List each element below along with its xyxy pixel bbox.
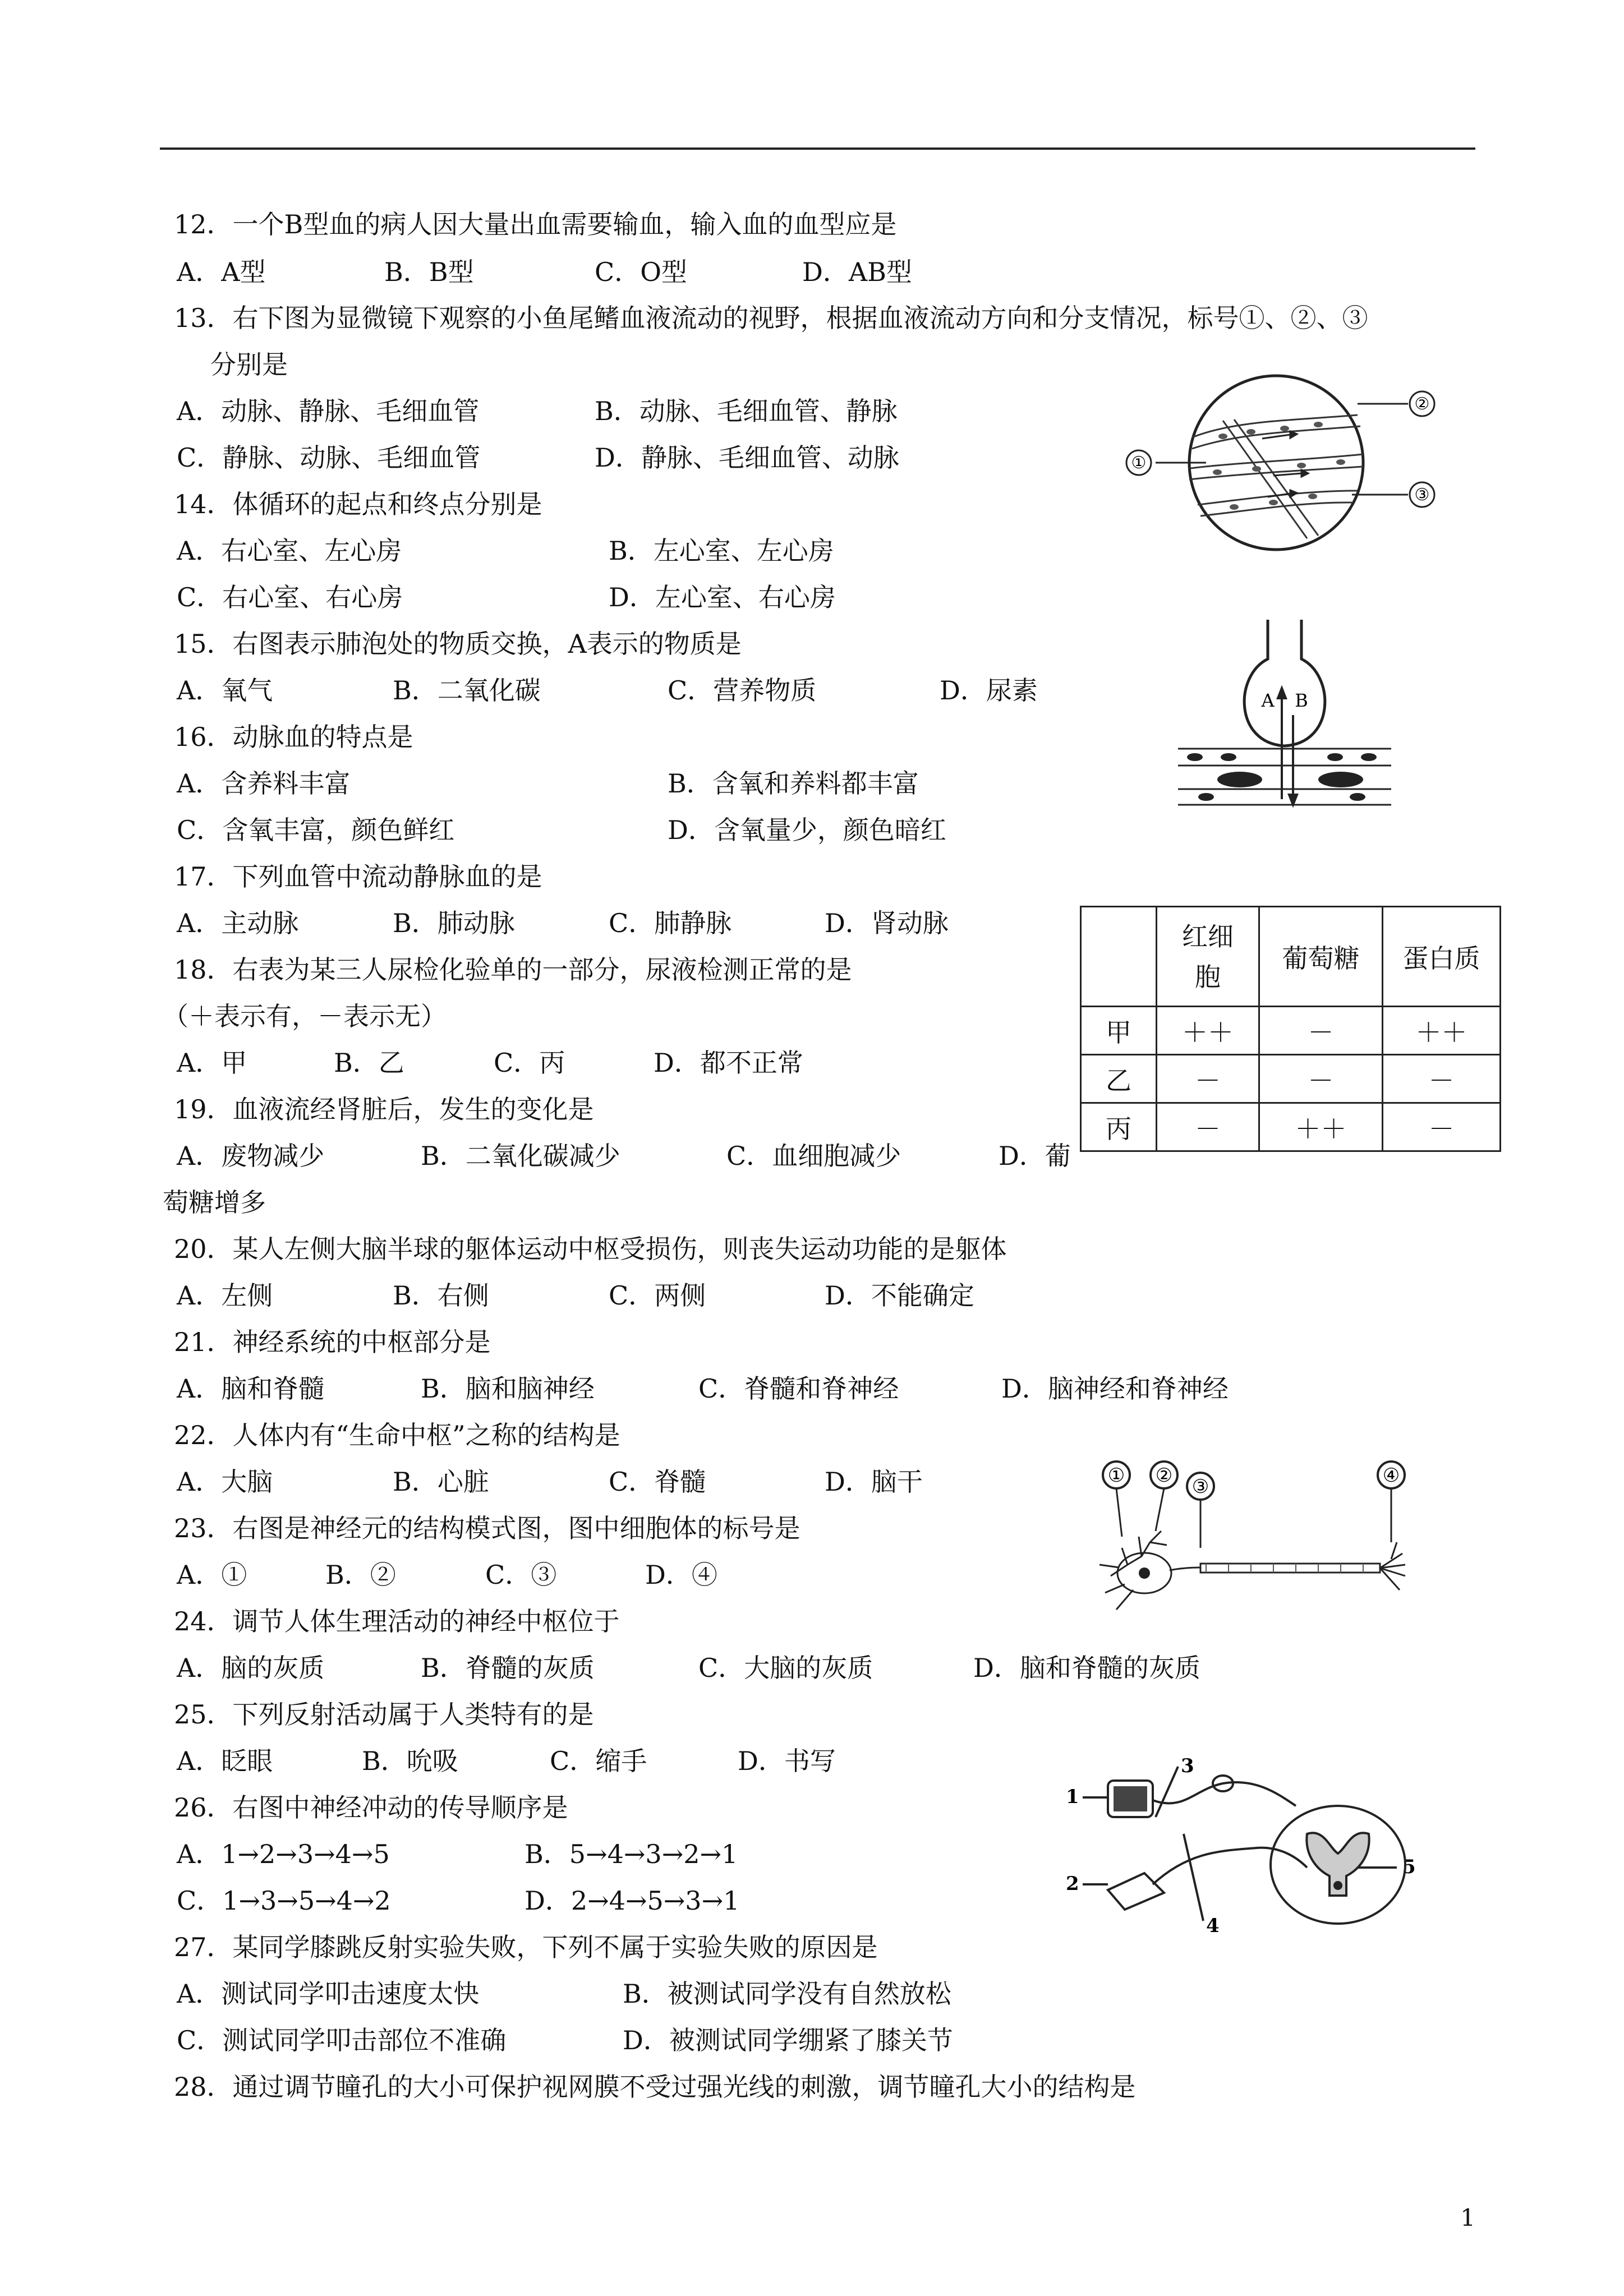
q26-option-d[interactable]: D．2→4→5→3→1 — [525, 1885, 740, 1916]
table-row — [1081, 1007, 1501, 1055]
cell: ＋＋ — [1259, 1103, 1383, 1151]
q24-stem: 24．调节人体生理活动的神经中枢位于 — [174, 1606, 620, 1636]
fish-tail-diagram — [1122, 370, 1470, 555]
q15-option-a[interactable]: A．氧气 — [177, 675, 273, 706]
q24-option-b[interactable]: B．脊髓的灰质 — [421, 1653, 595, 1683]
q12-option-d[interactable]: D．AB型 — [802, 257, 912, 287]
q25-option-a[interactable]: A．眨眼 — [177, 1746, 273, 1776]
cell: － — [1157, 1103, 1259, 1151]
q16-option-c[interactable]: C．含氧丰富，颜色鲜红 — [177, 815, 455, 845]
table-corner — [1081, 907, 1157, 1007]
q26-option-b[interactable]: B．5→4→3→2→1 — [525, 1839, 738, 1869]
q13-option-a[interactable]: A．动脉、静脉、毛细血管 — [177, 396, 480, 426]
q20-option-a[interactable]: A．左侧 — [177, 1280, 273, 1311]
reflex-label-4: 4 — [1206, 1915, 1220, 1937]
q13-option-d[interactable]: D．静脉、毛细血管、动脉 — [595, 442, 899, 473]
reflex-label-3: 3 — [1181, 1755, 1194, 1777]
q18-option-a[interactable]: A．甲 — [177, 1048, 247, 1078]
q27-stem: 27．某同学膝跳反射实验失败，下列不属于实验失败的原因是 — [174, 1932, 878, 1962]
q16-option-b[interactable]: B．含氧和养料都丰富 — [668, 768, 919, 799]
q27-option-d[interactable]: D．被测试同学绷紧了膝关节 — [623, 2025, 953, 2055]
fish-label-1: ① — [1131, 453, 1147, 473]
q19-option-a[interactable]: A．废物减少 — [177, 1141, 325, 1171]
q17-stem: 17．下列血管中流动静脉血的是 — [174, 861, 542, 892]
q24-option-c[interactable]: C．大脑的灰质 — [698, 1653, 873, 1683]
urine-test-table — [1080, 906, 1501, 1152]
neuron-label-2: ② — [1155, 1464, 1173, 1487]
q25-option-d[interactable]: D．书写 — [738, 1746, 836, 1776]
header-rule — [160, 147, 1475, 150]
q14-option-b[interactable]: B．左心室、左心房 — [609, 536, 834, 566]
q20-option-d[interactable]: D．不能确定 — [825, 1280, 974, 1311]
q20-option-b[interactable]: B．右侧 — [393, 1280, 489, 1311]
q12-option-b[interactable]: B．B型 — [384, 257, 474, 287]
q22-option-b[interactable]: B．心脏 — [393, 1467, 489, 1497]
row-name: 甲 — [1081, 1007, 1157, 1055]
reflex-label-5: 5 — [1402, 1856, 1416, 1878]
q14-option-d[interactable]: D．左心室、右心房 — [609, 582, 836, 612]
q26-option-a[interactable]: A．1→2→3→4→5 — [177, 1839, 390, 1869]
q14-option-a[interactable]: A．右心室、左心房 — [177, 536, 402, 566]
q27-option-b[interactable]: B．被测试同学没有自然放松 — [623, 1979, 951, 2009]
q20-stem: 20．某人左侧大脑半球的躯体运动中枢受损伤，则丧失运动功能的是躯体 — [174, 1234, 1007, 1264]
q21-option-b[interactable]: B．脑和脑神经 — [421, 1373, 595, 1404]
q21-option-a[interactable]: A．脑和脊髓 — [177, 1373, 325, 1404]
q17-option-d[interactable]: D．肾动脉 — [825, 908, 949, 938]
reflex-label-2: 2 — [1066, 1873, 1079, 1895]
q13-option-c[interactable]: C．静脉、动脉、毛细血管 — [177, 442, 481, 473]
table-row — [1081, 1055, 1501, 1103]
cell: ＋＋ — [1383, 1007, 1501, 1055]
q23-option-c[interactable]: C．③ — [485, 1560, 557, 1590]
neuron-label-1: ① — [1107, 1464, 1125, 1487]
q19-option-d[interactable]: D．葡 — [999, 1141, 1071, 1171]
cell: － — [1259, 1007, 1383, 1055]
cell: － — [1157, 1055, 1259, 1103]
q17-option-c[interactable]: C．肺静脉 — [609, 908, 732, 938]
row-name: 丙 — [1081, 1103, 1157, 1151]
q25-option-c[interactable]: C．缩手 — [550, 1746, 647, 1776]
q23-stem: 23．右图是神经元的结构模式图，图中细胞体的标号是 — [174, 1513, 801, 1543]
q28-stem: 28．通过调节瞳孔的大小可保护视网膜不受过强光线的刺激，调节瞳孔大小的结构是 — [174, 2072, 1136, 2102]
q27-option-c[interactable]: C．测试同学叩击部位不准确 — [177, 2025, 507, 2055]
cell: － — [1383, 1103, 1501, 1151]
q12-option-c[interactable]: C．O型 — [595, 257, 687, 287]
cell: － — [1383, 1055, 1501, 1103]
q17-option-b[interactable]: B．肺动脉 — [393, 908, 515, 938]
q12-option-a[interactable]: A．A型 — [177, 257, 266, 287]
q22-stem: 22．人体内有“生命中枢”之称的结构是 — [174, 1420, 620, 1450]
q21-stem: 21．神经系统的中枢部分是 — [174, 1327, 491, 1357]
table-header-rbc: 红细 胞 — [1157, 907, 1259, 1007]
q21-option-c[interactable]: C．脊髓和脊神经 — [698, 1373, 899, 1404]
q22-option-a[interactable]: A．大脑 — [177, 1467, 273, 1497]
q16-option-a[interactable]: A．含养料丰富 — [177, 768, 351, 799]
q27-option-a[interactable]: A．测试同学叩击速度太快 — [177, 1979, 480, 2009]
q20-option-c[interactable]: C．两侧 — [609, 1280, 706, 1311]
reflex-label-1: 1 — [1066, 1786, 1079, 1808]
q15-option-d[interactable]: D．尿素 — [940, 675, 1038, 706]
q14-stem: 14．体循环的起点和终点分别是 — [174, 489, 542, 519]
q23-option-a[interactable]: A．① — [177, 1560, 247, 1590]
q15-option-b[interactable]: B．二氧化碳 — [393, 675, 541, 706]
q21-option-d[interactable]: D．脑神经和脊神经 — [1001, 1373, 1229, 1404]
neuron-diagram — [1088, 1458, 1470, 1626]
q16-option-d[interactable]: D．含氧量少，颜色暗红 — [668, 815, 946, 845]
fish-label-2: ② — [1414, 394, 1430, 414]
row-name: 乙 — [1081, 1055, 1157, 1103]
q14-option-c[interactable]: C．右心室、右心房 — [177, 582, 403, 612]
q24-option-a[interactable]: A．脑的灰质 — [177, 1653, 325, 1683]
q18-stem-cont: （＋表示有，－表示无） — [163, 1001, 447, 1031]
q18-option-c[interactable]: C．丙 — [494, 1048, 565, 1078]
alveolus-label-a: A — [1261, 690, 1275, 711]
reflex-arc-diagram — [1055, 1750, 1470, 1952]
alveolus-label-b: B — [1295, 690, 1308, 711]
q15-stem: 15．右图表示肺泡处的物质交换，A表示的物质是 — [174, 629, 742, 659]
q19-stem: 19．血液流经肾脏后，发生的变化是 — [174, 1094, 594, 1124]
q22-option-c[interactable]: C．脊髓 — [609, 1467, 706, 1497]
page-number: 1 — [1460, 2204, 1475, 2232]
q13-option-b[interactable]: B．动脉、毛细血管、静脉 — [595, 396, 898, 426]
q18-option-b[interactable]: B．乙 — [334, 1048, 404, 1078]
table-row — [1081, 1103, 1501, 1151]
q12-stem: 12．一个B型血的病人因大量出血需要输血，输入血的血型应是 — [174, 209, 897, 239]
table-header-protein: 蛋白质 — [1383, 907, 1501, 1007]
neuron-label-3: ③ — [1191, 1476, 1209, 1498]
q19-option-c[interactable]: C．血细胞减少 — [726, 1141, 901, 1171]
q26-option-c[interactable]: C．1→3→5→4→2 — [177, 1885, 391, 1916]
q13-stem-cont: 分别是 — [210, 349, 288, 380]
q15-option-c[interactable]: C．营养物质 — [668, 675, 817, 706]
q23-option-b[interactable]: B．② — [325, 1560, 396, 1590]
q17-option-a[interactable]: A．主动脉 — [177, 908, 299, 938]
q24-option-d[interactable]: D．脑和脊髓的灰质 — [973, 1653, 1200, 1683]
cell: － — [1259, 1055, 1383, 1103]
q23-option-d[interactable]: D．④ — [645, 1560, 717, 1590]
neuron-label-4: ④ — [1382, 1464, 1400, 1487]
table-header-glucose: 葡萄糖 — [1259, 907, 1383, 1007]
q26-stem: 26．右图中神经冲动的传导顺序是 — [174, 1792, 568, 1823]
q19-option-d-wrap: 萄糖增多 — [163, 1187, 266, 1218]
q25-option-b[interactable]: B．吮吸 — [362, 1746, 458, 1776]
q18-option-d[interactable]: D．都不正常 — [654, 1048, 803, 1078]
q16-stem: 16．动脉血的特点是 — [174, 722, 413, 752]
cell: ＋＋ — [1157, 1007, 1259, 1055]
alveolus-diagram — [1172, 614, 1397, 816]
q13-stem: 13．右下图为显微镜下观察的小鱼尾鳍血液流动的视野，根据血液流动方向和分支情况，标号①、②、③ — [174, 303, 1368, 333]
q25-stem: 25．下列反射活动属于人类特有的是 — [174, 1699, 594, 1730]
q19-option-b[interactable]: B．二氧化碳减少 — [421, 1141, 620, 1171]
q22-option-d[interactable]: D．脑干 — [825, 1467, 923, 1497]
q18-stem: 18．右表为某三人尿检化验单的一部分，尿液检测正常的是 — [174, 955, 852, 985]
fish-label-3: ③ — [1414, 485, 1430, 505]
